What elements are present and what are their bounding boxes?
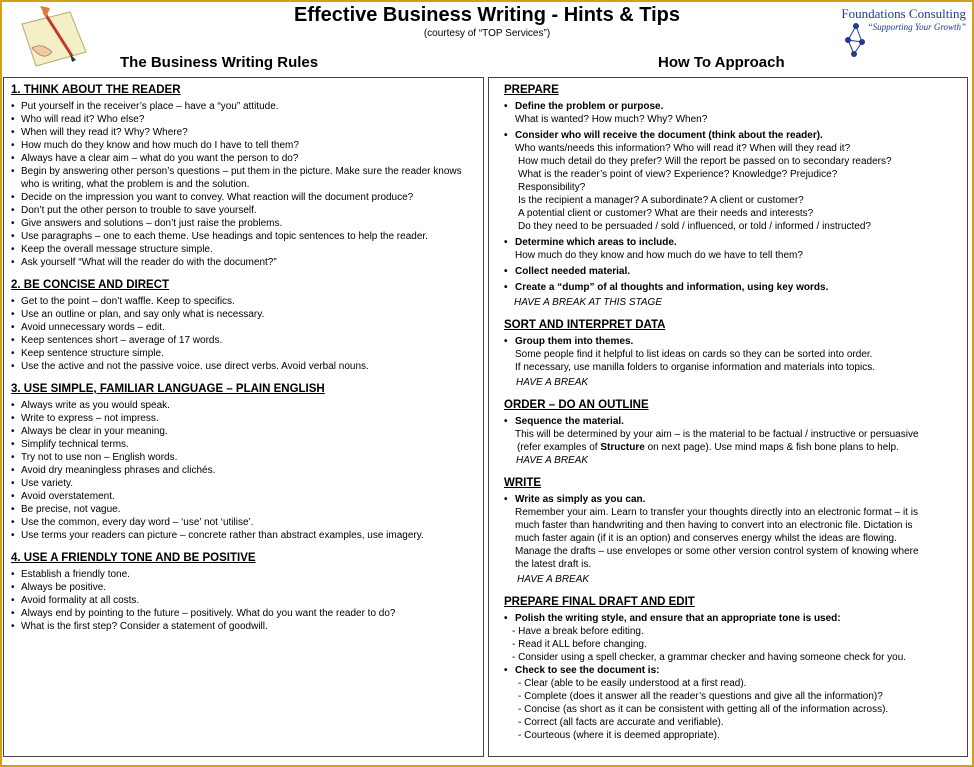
body-text: Manage the drafts – use envelopes or some other version control system of knowing where (515, 546, 919, 557)
dash-item: - Correct (all facts are accurate and verifiable). (518, 717, 724, 728)
rule-item: • Use paragraphs – one to each theme. Use headings and topic sentences to help the reader. (11, 230, 476, 243)
rule-item: • Keep sentence structure simple. (11, 347, 476, 360)
bullet-collect-material: • Collect needed material. (504, 265, 959, 278)
rule-item: • Always write as you would speak. (11, 399, 476, 412)
dash-item: - Clear (able to be easily understood at a first read). (518, 678, 747, 689)
rule-item: • Give answers and solutions – don’t just raise the problems. (11, 217, 476, 230)
body-text: How much do they know and how much do we have to tell them? (515, 250, 803, 261)
rule-item: • Get to the point – don’t waffle. Keep to specifics. (11, 295, 476, 308)
rule-item: • Use terms your readers can picture – concrete rather than abstract examples, use imagery. (11, 529, 476, 542)
body-text: Remember your aim. Learn to transfer your thoughts directly into an electronic format – it is (515, 507, 918, 518)
body-text: much faster again (if it is an option) and conserves energy whilst the ideas are flowing. (515, 533, 897, 544)
rules-panel (3, 77, 484, 757)
left-column-heading: The Business Writing Rules (120, 54, 319, 71)
bullet-create-dump: • Create a “dump” of al thoughts and information, using key words. (504, 281, 959, 294)
rule-item: • Use the active and not the passive voice. use direct verbs. Avoid verbal nouns. (11, 360, 476, 373)
rule-section-title: 2. BE CONCISE AND DIRECT (11, 279, 170, 291)
rule-list (11, 399, 476, 542)
rule-item: • Keep sentences short – average of 17 words. (11, 334, 476, 347)
bullet-group-themes: • Group them into themes. (504, 335, 959, 348)
rule-item: • Always have a clear aim – what do you want the person to do? (11, 152, 476, 165)
body-text: A potential client or customer? What are their needs and interests? (518, 208, 814, 219)
section-prepare-title: PREPARE (504, 84, 559, 96)
rule-item: • Always be clear in your meaning. (11, 425, 476, 438)
body-text: Responsibility? (518, 182, 586, 193)
rule-item: • Avoid unnecessary words – edit. (11, 321, 476, 334)
rule-item: • Be precise, not vague. (11, 503, 476, 516)
rule-item: • How much do they know and how much do I have to tell them? (11, 139, 476, 152)
rule-list (11, 295, 476, 373)
break-note: HAVE A BREAK (516, 377, 589, 388)
bullet-determine-areas: • Determine which areas to include. (504, 236, 959, 249)
reader-questions (504, 142, 959, 233)
right-column-heading: How To Approach (658, 54, 785, 71)
bullet-sequence: • Sequence the material. (504, 415, 959, 428)
section-final-title: PREPARE FINAL DRAFT AND EDIT (504, 596, 695, 608)
bullet-write-simply: • Write as simply as you can. (504, 493, 959, 506)
dash-item: - Read it ALL before changing. (512, 639, 647, 650)
rule-item: • Write to express – not impress. (11, 412, 476, 425)
body-text: Is the recipient a manager? A subordinate? A client or customer? (518, 195, 804, 206)
rule-item: • Don’t put the other person to trouble to save yourself. (11, 204, 476, 217)
break-note: HAVE A BREAK (516, 455, 589, 466)
dash-item: - Concise (as short as it can be consistent with getting all of the information across). (518, 704, 889, 715)
section-write-title: WRITE (504, 477, 542, 489)
rule-item: • Avoid formality at all costs. (11, 594, 476, 607)
break-note: HAVE A BREAK (517, 574, 590, 585)
rule-item: • Ask yourself “What will the reader do with the document?” (11, 256, 476, 269)
rule-item: • What is the first step? Consider a statement of goodwill. (11, 620, 476, 633)
rule-item: • Put yourself in the receiver’s place – have a “you” attitude. (11, 100, 476, 113)
rule-list (11, 100, 476, 269)
rule-item: • Use variety. (11, 477, 476, 490)
network-logo-icon (836, 20, 876, 60)
rule-item: • Avoid overstatement. (11, 490, 476, 503)
rule-section-title: 3. USE SIMPLE, FAMILIAR LANGUAGE – PLAIN ENGLISH (11, 383, 325, 395)
bullet-check-document: • Check to see the document is: (504, 664, 959, 677)
body-text: What is the reader’s point of view? Experience? Knowledge? Prejudice? (518, 169, 838, 180)
page-subtitle: (courtesy of “TOP Services”) (423, 28, 551, 39)
bullet-define-problem: • Define the problem or purpose. (504, 100, 959, 113)
body-text: Do they need to be persuaded / sold / influenced, or told / informed / instructed? (518, 221, 871, 232)
rule-item: • Simplify technical terms. (11, 438, 476, 451)
body-text: (refer examples of (517, 442, 601, 453)
rule-item: • Use the common, every day word – ‘use’ not ‘utilise’. (11, 516, 476, 529)
rule-item: • Who will read it? Who else? (11, 113, 476, 126)
body-text: If necessary, use manilla folders to organise information and materials into topics. (515, 362, 875, 373)
rule-item: • Avoid dry meaningless phrases and clichés. (11, 464, 476, 477)
brand-name: Foundations Consulting (841, 6, 966, 21)
dash-item: - Have a break before editing. (512, 626, 644, 637)
bullet-consider-reader: • Consider who will receive the document (think about the reader). (504, 129, 959, 142)
rule-item: • When will they read it? Why? Where? (11, 126, 476, 139)
body-text: This will be determined by your aim – is the material to be factual / instructive or persuasive (515, 429, 919, 440)
rule-section-title: 4. USE A FRIENDLY TONE AND BE POSITIVE (11, 552, 256, 564)
body-text: the latest draft is. (515, 559, 592, 570)
rule-item: • Always be positive. (11, 581, 476, 594)
bullet-polish-style: • Polish the writing style, and ensure that an appropriate tone is used: (504, 612, 959, 625)
rule-item: • Decide on the impression you want to convey. What reaction will the document produce? (11, 191, 476, 204)
rule-item: • Try not to use non – English words. (11, 451, 476, 464)
rule-item: • Begin by answering other person’s questions – put them in the picture. Make sure the reader knows who is writing, what the problem is and the solution. (11, 165, 476, 191)
rule-list (11, 568, 476, 633)
break-note: HAVE A BREAK AT THIS STAGE (514, 297, 662, 308)
structure-link-text: Structure (600, 442, 645, 453)
dash-item: - Complete (does it answer all the reader’s questions and give all the information)? (518, 691, 883, 702)
dash-item: - Consider using a spell checker, a grammar checker and having someone check for you. (512, 652, 907, 663)
approach-panel (488, 77, 968, 757)
page-title: Effective Business Writing - Hints & Tips (294, 4, 680, 26)
section-sort-title: SORT AND INTERPRET DATA (504, 319, 666, 331)
brand-tagline: “Supporting Your Growth” (867, 22, 966, 32)
body-text: What is wanted? How much? Why? When? (515, 114, 708, 125)
structure-line (504, 441, 959, 454)
rule-item: • Keep the overall message structure simple. (11, 243, 476, 256)
body-text: on next page). Use mind maps & fish bone plans to help. (644, 442, 899, 453)
body-text: How much detail do they prefer? Will the report be passed on to secondary readers? (518, 156, 892, 167)
rule-item: • Always end by pointing to the future – positively. What do you want the reader to do? (11, 607, 476, 620)
body-text: much faster than handwriting and then having to convert into an electronic file. Dictation is (515, 520, 913, 531)
rule-section-title: 1. THINK ABOUT THE READER (11, 84, 181, 96)
body-text: Some people find it helpful to list ideas on cards so they can be sorted into order. (515, 349, 873, 360)
body-text: Who wants/needs this information? Who will read it? When will they read it? (515, 143, 851, 154)
dash-item: - Courteous (where it is deemed appropriate). (518, 730, 720, 741)
rule-item: • Establish a friendly tone. (11, 568, 476, 581)
section-order-title: ORDER – DO AN OUTLINE (504, 399, 649, 411)
rule-item: • Use an outline or plan, and say only what is necessary. (11, 308, 476, 321)
